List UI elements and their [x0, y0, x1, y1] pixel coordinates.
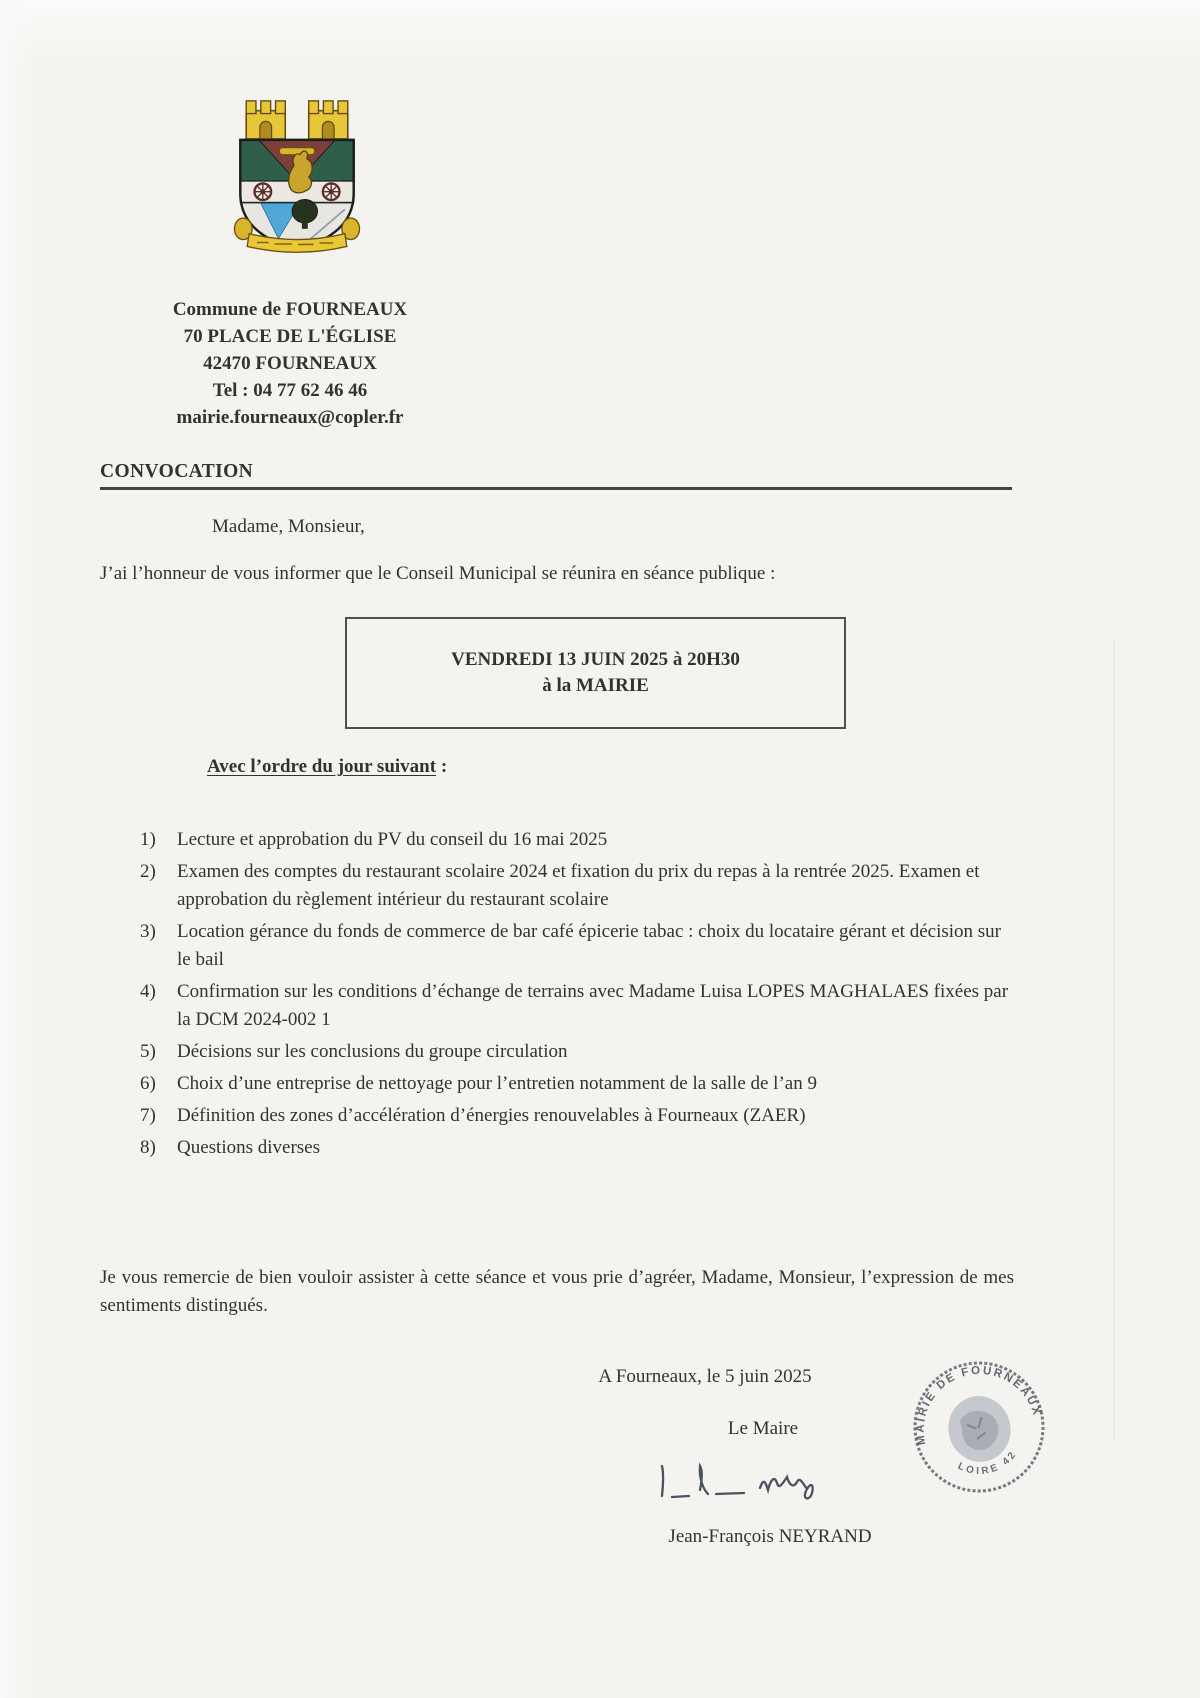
intro-paragraph: J’ai l’honneur de vous informer que le Conseil Municipal se réunira en séance publique : [100, 563, 776, 584]
stamp-arc-top-text: MAIRIE DE FOURNEAUX [914, 1364, 1044, 1446]
mairie-stamp [900, 1352, 1058, 1502]
agenda-item-text: Confirmation sur les conditions d’échange de terrains avec Madame Luisa LOPES MAGHALAES fixées par la DCM 2024-002 1 [177, 981, 1009, 1030]
agenda-heading [207, 756, 447, 778]
scan-artifact-line [1113, 640, 1115, 1440]
agenda-item-5 [140, 1038, 1018, 1066]
meeting-place-line: à la MAIRIE [542, 675, 649, 696]
sender-address-line1: 70 PLACE DE L'ÉGLISE [183, 326, 397, 347]
signature-scribble [652, 1458, 864, 1516]
sender-name: Commune de FOURNEAUX [172, 299, 408, 320]
agenda-list [140, 826, 1018, 1166]
agenda-item-text: Décisions sur les conclusions du groupe circulation [177, 1041, 568, 1062]
meeting-date-box [345, 617, 846, 729]
crest-rosette-left [255, 183, 272, 200]
document-title: CONVOCATION [100, 461, 1012, 490]
agenda-item-text: Location gérance du fonds de commerce de bar café épicerie tabac : choix du locataire gérant et décision sur le bail [177, 921, 1001, 970]
agenda-item-number: 4) [140, 981, 156, 1002]
crest-shield [240, 140, 353, 251]
agenda-item-number: 7) [140, 1105, 156, 1126]
meeting-date-line: VENDREDI 13 JUIN 2025 à 20H30 [451, 649, 740, 670]
agenda-item-1 [140, 826, 1018, 854]
signer-title: Le Maire [727, 1418, 799, 1439]
agenda-item-text: Questions diverses [177, 1137, 321, 1158]
agenda-item-7 [140, 1102, 1018, 1130]
letterhead [125, 296, 455, 431]
agenda-heading-text: Avec l’ordre du jour suivant [207, 756, 437, 777]
sender-email: mairie.fourneaux@copler.fr [176, 407, 404, 428]
agenda-item-4 [140, 978, 1018, 1034]
commune-crest-icon [222, 96, 372, 264]
crest-tower-left [246, 101, 285, 139]
scan-edge-left [0, 0, 34, 1698]
agenda-item-number: 3) [140, 921, 156, 942]
crest-tower-right [309, 101, 348, 139]
agenda-heading-colon: : [436, 756, 448, 777]
scan-edge-top [0, 0, 1200, 60]
agenda-item-text: Choix d’une entreprise de nettoyage pour l’entretien notamment de la salle de l’an 9 [177, 1073, 817, 1094]
agenda-item-number: 5) [140, 1041, 156, 1062]
signer-name: Jean-François NEYRAND [668, 1526, 872, 1547]
agenda-item-number: 2) [140, 861, 156, 882]
agenda-item-text: Lecture et approbation du PV du conseil du 16 mai 2025 [177, 829, 608, 850]
agenda-item-number: 6) [140, 1073, 156, 1094]
agenda-item-3 [140, 918, 1018, 974]
closing-paragraph: Je vous remercie de bien vouloir assister à cette séance et vous prie d’agréer, Madame, Monsieur, l’expression de mes sentiments distingués. [100, 1267, 1014, 1316]
agenda-item-number: 1) [140, 829, 156, 850]
dateline: A Fourneaux, le 5 juin 2025 [598, 1366, 812, 1387]
agenda-item-2 [140, 858, 1018, 914]
sender-address-line2: 42470 FOURNEAUX [203, 353, 377, 374]
agenda-item-8 [140, 1134, 1018, 1162]
salutation: Madame, Monsieur, [212, 516, 365, 537]
agenda-item-6 [140, 1070, 1018, 1098]
crest-rosette-right [323, 183, 340, 200]
agenda-item-text: Examen des comptes du restaurant scolaire 2024 et fixation du prix du repas à la rentrée 2025. Examen et approbation du règlement intérieur du restaurant scolaire [177, 861, 980, 910]
agenda-item-text: Définition des zones d’accélération d’énergies renouvelables à Fourneaux (ZAER) [177, 1105, 806, 1126]
stamp-arc-bottom-text: LOIRE 42 [955, 1448, 1020, 1478]
agenda-item-number: 8) [140, 1137, 156, 1158]
sender-phone: Tel : 04 77 62 46 46 [212, 380, 368, 401]
